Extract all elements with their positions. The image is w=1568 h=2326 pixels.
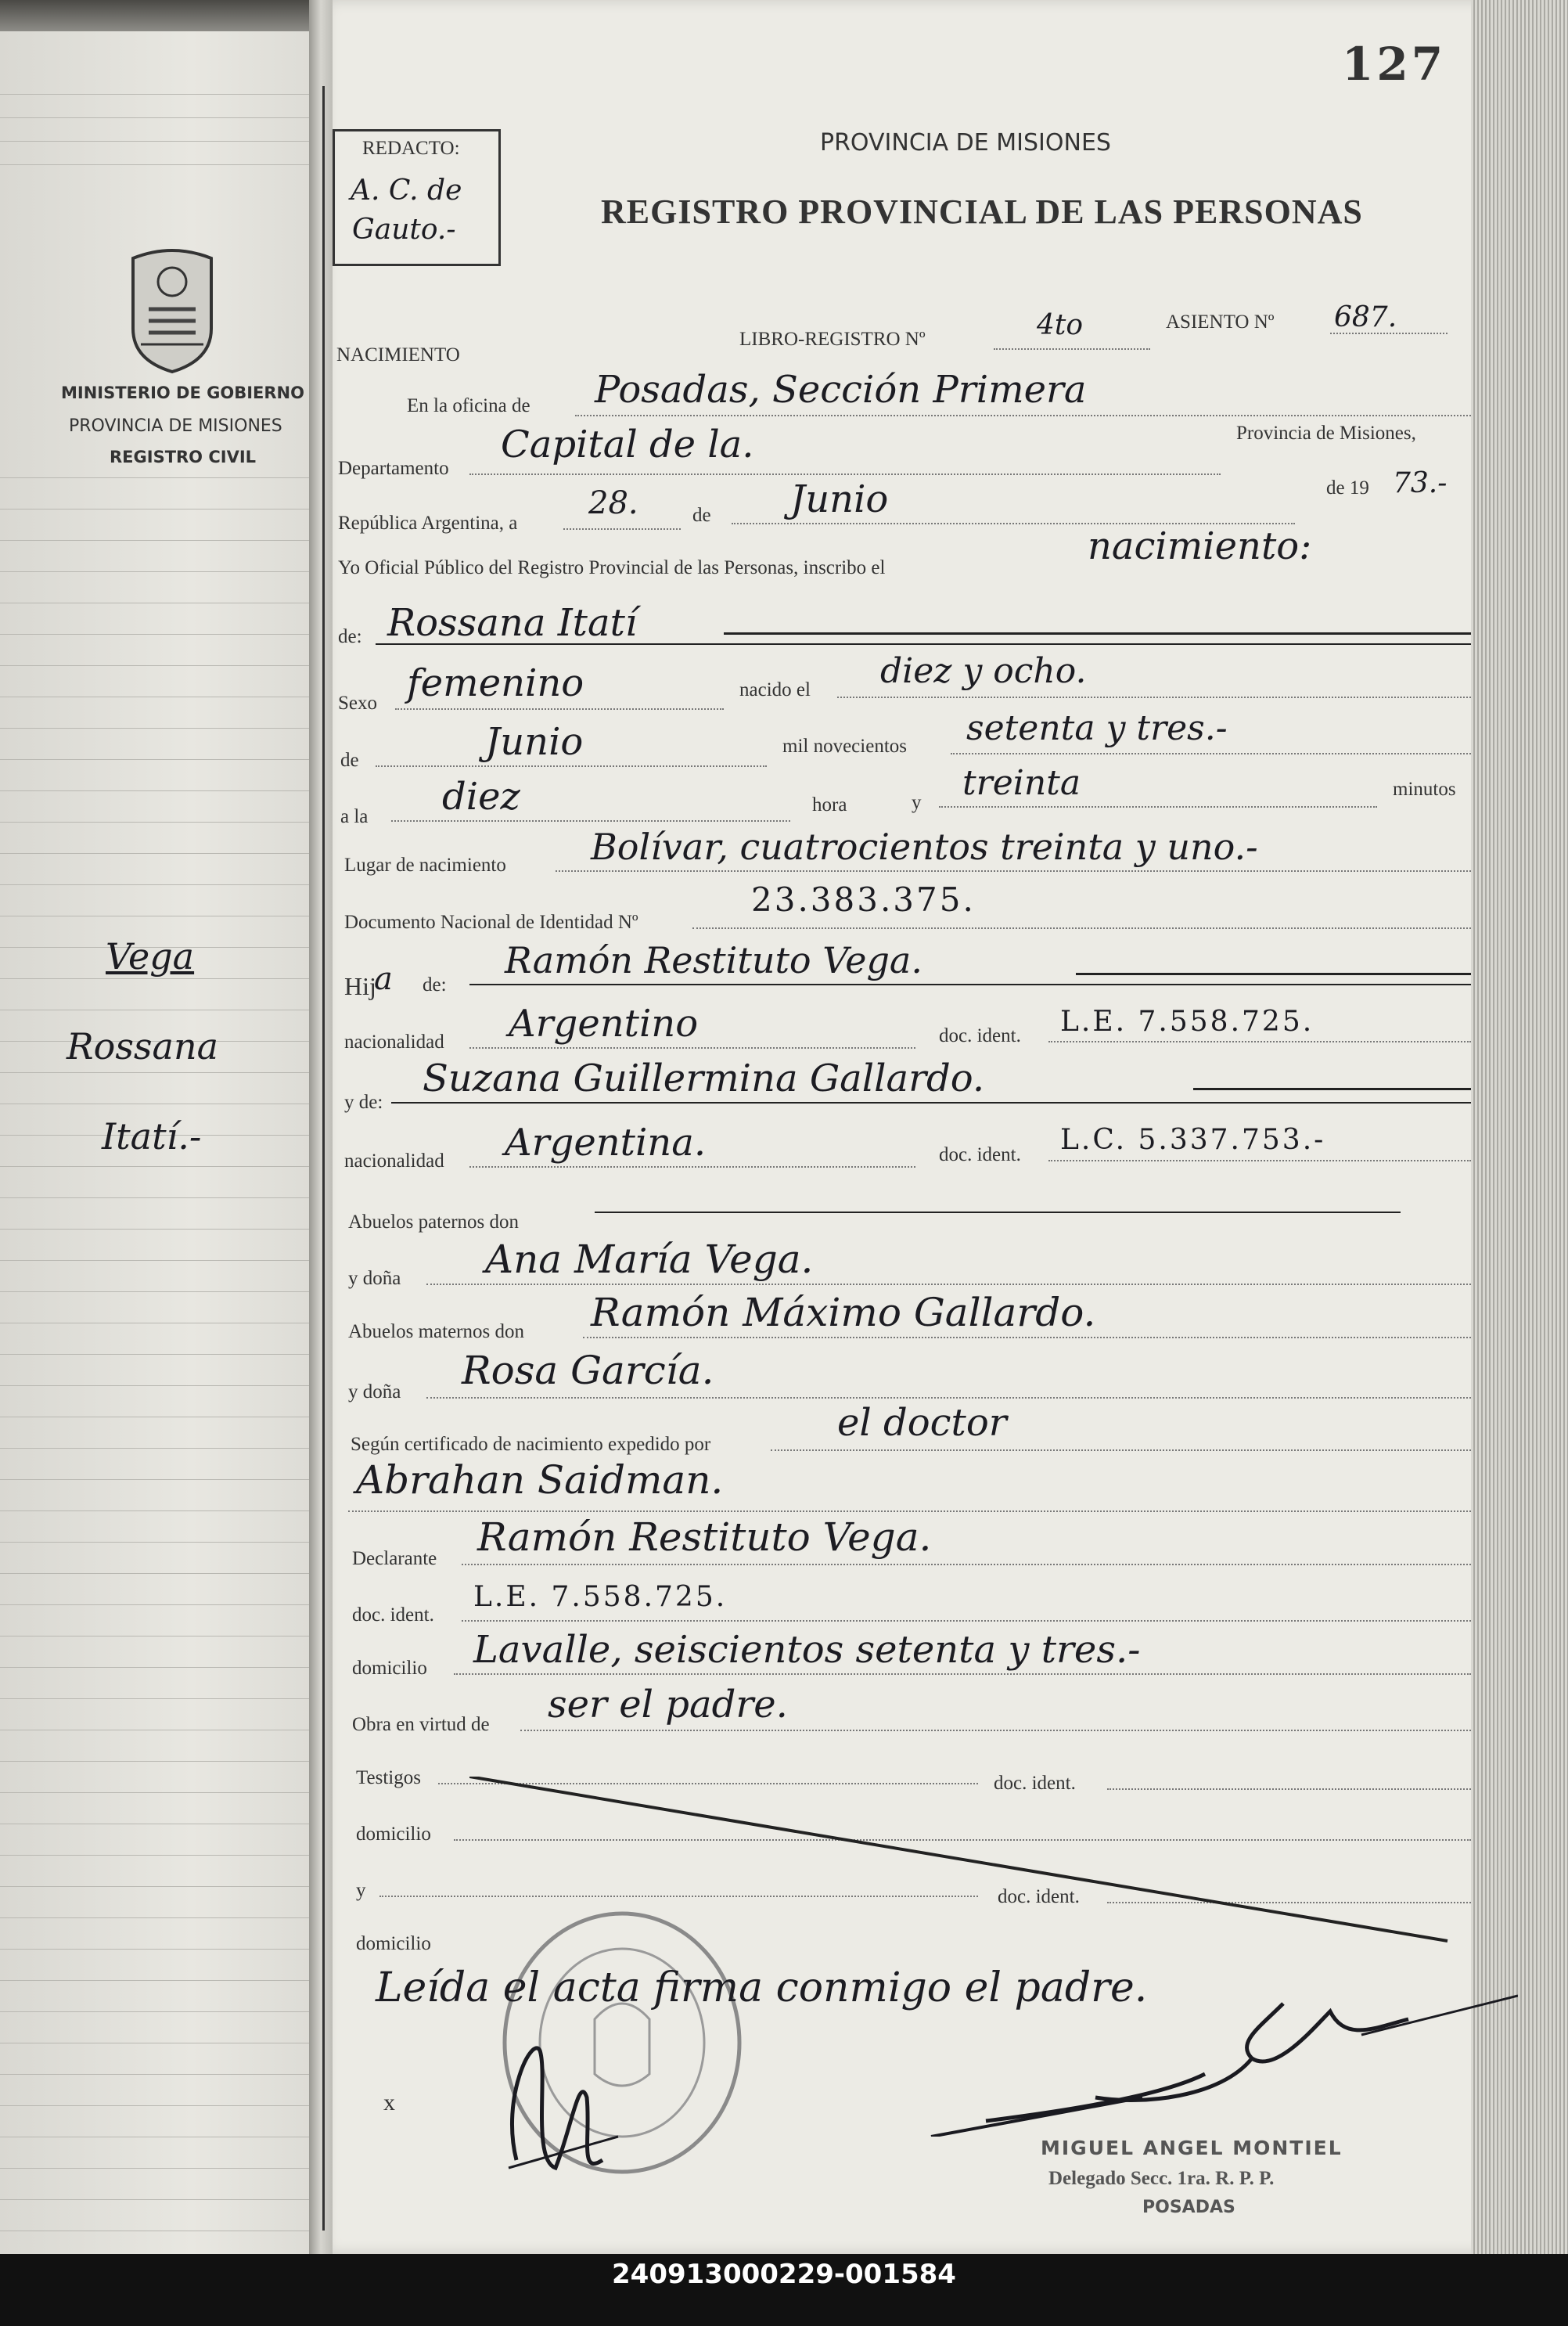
docd-value: L.E. 7.558.725. (473, 1581, 728, 1613)
doc1-value: L.E. 7.558.725. (1060, 1006, 1314, 1038)
doc-t2-label: doc. ident. (998, 1886, 1080, 1907)
y-t2-label: y (356, 1880, 366, 1901)
cert-value2: Abrahan Saidman. (356, 1457, 724, 1503)
redacto-box (333, 129, 501, 266)
de2-label: de (340, 750, 359, 771)
signatory-city: POSADAS (1142, 2198, 1235, 2217)
ministry-line3: REGISTRO CIVIL (110, 448, 257, 466)
padre-value: Ramón Restituto Vega. (505, 939, 922, 981)
signatory-name: MIGUEL ANGEL MONTIEL (1041, 2137, 1343, 2159)
oficina-label: En la oficina de (407, 395, 530, 416)
margin-surname: Vega (106, 935, 195, 978)
ministry-line1: MINISTERIO DE GOBIERNO (61, 383, 304, 402)
hora-label: hora (812, 794, 847, 816)
hijo-suffix: a (374, 961, 393, 997)
de-label: de (692, 505, 711, 526)
ydona1-value: Ana María Vega. (485, 1237, 814, 1282)
x-mark: x (383, 2090, 395, 2115)
father-signature-icon (485, 2004, 626, 2191)
nacido-value: diez y ocho. (880, 651, 1087, 691)
abm-value: Ramón Máximo Gallardo. (591, 1290, 1096, 1335)
margin-middlename: Itatí.- (102, 1115, 202, 1158)
mes-value: Junio (790, 477, 889, 521)
margin-firstname: Rossana (67, 1025, 219, 1068)
nac1-value: Argentino (509, 1002, 699, 1046)
departamento-label: Departamento (338, 458, 449, 479)
anio-label: de 19 (1326, 477, 1369, 499)
y-label: y (912, 792, 922, 813)
hijo-label: Hij (344, 972, 376, 1000)
sexo-label: Sexo (338, 693, 377, 714)
nac2-label: nacionalidad (344, 1150, 444, 1172)
inscribo-value: nacimiento: (1088, 524, 1312, 568)
dom-t1-label: domicilio (356, 1824, 431, 1845)
testigos-label: Testigos (356, 1767, 421, 1788)
anio-value: 73.- (1393, 467, 1448, 499)
lugar-label: Lugar de nacimiento (344, 855, 506, 876)
dom-t2-label: domicilio (356, 1933, 431, 1954)
record-type-label: NACIMIENTO (336, 344, 460, 365)
mil-label: mil novecientos (782, 736, 907, 757)
redacto-hand-line1: A. C. de (351, 175, 462, 207)
cert-label: Según certificado de nacimiento expedido por (351, 1434, 711, 1455)
footer-id: 240913000229-001584 (612, 2259, 956, 2290)
mil-value: setenta y tres.- (966, 708, 1228, 748)
mes2-value: Junio (485, 720, 584, 764)
official-signature-icon (908, 1980, 1518, 2137)
asiento-value: 687. (1334, 301, 1397, 333)
yde-label: y de: (344, 1092, 383, 1113)
hijo-de-label: de: (423, 974, 447, 996)
redacto-label: REDACTO: (362, 138, 460, 159)
book-page-edges (1471, 0, 1568, 2254)
redacto-hand-line2: Gauto.- (352, 214, 456, 246)
nac2-value: Argentina. (505, 1121, 707, 1165)
asiento-label: ASIENTO Nº (1166, 311, 1275, 333)
dia-value: 28. (588, 485, 638, 521)
book-spine (309, 0, 333, 2254)
de-nombre-label: de: (338, 626, 362, 647)
abm-label: Abuelos maternos don (348, 1321, 524, 1342)
ministry-line2: PROVINCIA DE MISIONES (69, 416, 282, 436)
doc2-label: doc. ident. (939, 1144, 1021, 1165)
ydona2-label: y doña (348, 1381, 401, 1402)
doc-t1-label: doc. ident. (994, 1773, 1076, 1794)
declarante-label: Declarante (352, 1548, 437, 1569)
minutos-label: minutos (1393, 779, 1456, 800)
nac1-label: nacionalidad (344, 1032, 444, 1053)
republica-label: República Argentina, a (338, 513, 518, 534)
doc1-label: doc. ident. (939, 1025, 1021, 1046)
libro-label: LIBRO-REGISTRO Nº (739, 329, 926, 350)
madre-value: Suzana Guillermina Gallardo. (423, 1057, 985, 1100)
header-registry: REGISTRO PROVINCIAL DE LAS PERSONAS (601, 193, 1363, 231)
libro-value: 4to (1037, 309, 1084, 341)
docd-label: doc. ident. (352, 1604, 434, 1626)
abp-label: Abuelos paternos don (348, 1212, 520, 1233)
signatory-title: Delegado Secc. 1ra. R. P. P. (1048, 2168, 1275, 2189)
provincial-seal-icon (117, 243, 227, 376)
obra-value: ser el padre. (548, 1683, 788, 1726)
domicilio-label: domicilio (352, 1658, 427, 1679)
doc2-value: L.C. 5.337.753.- (1060, 1124, 1326, 1156)
declarante-value: Ramón Restituto Vega. (477, 1514, 932, 1560)
closing-value: Leída el acta firma conmigo el padre. (376, 1964, 1148, 2011)
ydona2-value: Rosa García. (462, 1348, 714, 1393)
nacido-label: nacido el (739, 679, 811, 700)
dni-label: Documento Nacional de Identidad Nº (344, 912, 638, 933)
left-page (0, 31, 321, 2254)
provincia-suffix: Provincia de Misiones, (1236, 423, 1416, 444)
margin-rule (322, 86, 325, 2231)
lugar-value: Bolívar, cuatrocientos treinta y uno.- (591, 826, 1258, 868)
footer-id-bar (0, 2254, 1568, 2326)
cert-value: el doctor (837, 1401, 1007, 1445)
ydona1-label: y doña (348, 1268, 401, 1289)
departamento-value: Capital de la. (501, 423, 754, 466)
oficina-value: Posadas, Sección Primera (595, 368, 1087, 412)
ala-label: a la (340, 806, 369, 827)
header-province: PROVINCIA DE MISIONES (820, 129, 1111, 157)
nombre-value: Rossana Itatí (387, 601, 638, 645)
dni-value: 23.383.375. (751, 880, 976, 919)
sexo-value: femenino (407, 661, 584, 705)
minutos-value: treinta (962, 763, 1081, 803)
oficial-text: Yo Oficial Público del Registro Provincial de las Personas, inscribo el (338, 557, 886, 578)
page-number: 127 (1342, 38, 1447, 91)
domicilio-value: Lavalle, seiscientos setenta y tres.- (473, 1628, 1141, 1672)
obra-label: Obra en virtud de (352, 1714, 490, 1735)
hora-value: diez (442, 775, 520, 819)
